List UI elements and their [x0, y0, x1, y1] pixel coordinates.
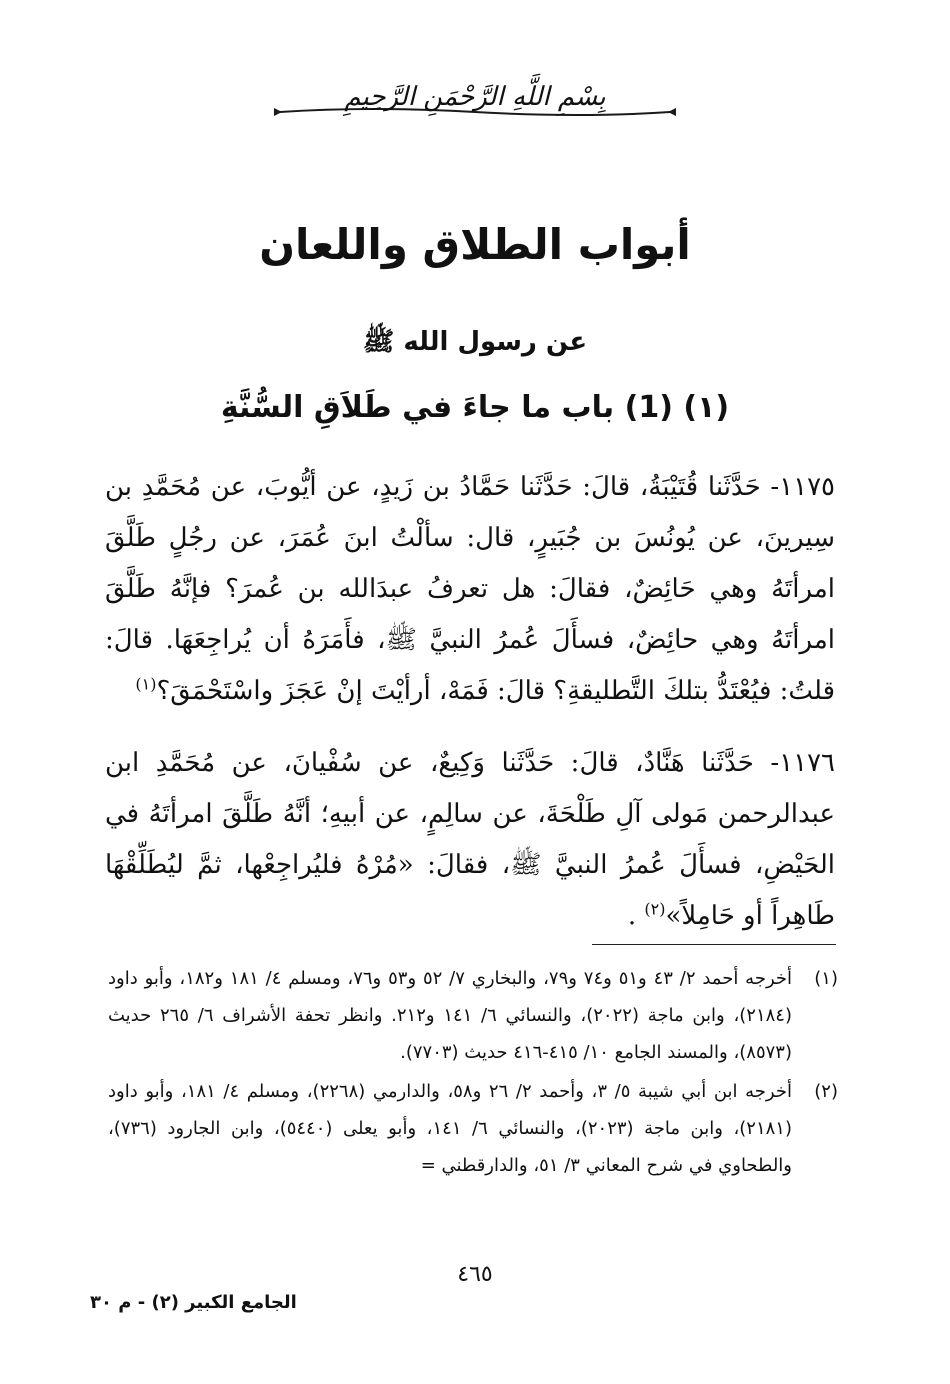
- hadith-end: .: [627, 901, 645, 931]
- footnote-ref-2: (٢): [644, 899, 666, 919]
- footnote-separator: [592, 944, 836, 945]
- basmala-header: [250, 78, 700, 128]
- hadith-1175: [105, 462, 835, 717]
- subtitle: عن رسول الله ﷺ: [362, 327, 588, 357]
- footnote-text: أخرجه أحمد ٢/ ٤٣ و٥١ و٧٤ و٧٩، والبخاري ٧/ ٥٢ و٥٣ و٧٦، ومسلم ٤/ ١٨١ و١٨٢، وأبو داود (٢١٨٤)، وابن ماجة (٢٠٢٢)، والنسائي ٦/ ١٤١ و٢١٢. وانظر تحفة الأشراف ٦/ ٢٦٥ حديث (٨٥٧٣)، والمسند الجامع ١٠/ ٤١٥-٤١٦ حديث (٧٧٠٣).: [108, 968, 793, 1063]
- footnote-number: (١): [814, 968, 838, 989]
- running-footer: الجامع الكبير (٢) - م ٣٠: [90, 1292, 297, 1313]
- footnote-ref-1: (١): [135, 674, 157, 694]
- hadith-text: ١١٧٦- حَدَّثَنا هَنَّادٌ، قالَ: حَدَّثَنا وَكِيعٌ، عن سُفْيانَ، عن مُحَمَّدِ ابن عبدالرحمن مَولى آلِ طَلْحَةَ، عن سالِمٍ، عن أبيهِ؛ أنَّهُ طَلَّقَ امرأتَهُ في الحَيْضِ، فسأَلَ عُمرُ النبيَّ ﷺ، فقالَ: «مُرْهُ فليُراجِعْها، ثمَّ ليُطَلِّقْهَا طَاهِراً أو حَامِلاً»: [105, 748, 835, 931]
- hadith-1176: [105, 738, 835, 942]
- hadith-text: ١١٧٥- حَدَّثَنا قُتَيْبَةُ، قالَ: حَدَّثَنا حَمَّادُ بن زَيدٍ، عن أيُّوبَ، عن مُحَمَّدِ بن سِيرينَ، عن يُونُسَ بن جُبَيرٍ، قال: سألْتُ ابنَ عُمَرَ، عن رجُلٍ طَلَّقَ امرأتَهُ وهي حَائِضٌ، فقالَ: هل تعرفُ عبدَالله بن عُمرَ؟ فإنَّهُ طَلَّقَ امرأتَهُ وهي حائِضٌ، فسأَلَ عُمرُ النبيَّ ﷺ، فأَمَرَهُ أن يُراجِعَهَا. قالَ: قلتُ: فيُعْتَدُّ بتلكَ التَّطليقةِ؟ قالَ: فَمَهْ، أرأيْتَ إنْ عَجَزَ واسْتَحْمَقَ؟: [105, 472, 835, 706]
- footnote-1: [108, 960, 838, 1071]
- basmala-text: بِسْمِ اللَّهِ الرَّحْمَنِ الرَّحِيمِ: [344, 82, 606, 112]
- footnote-2: [108, 1073, 838, 1184]
- footnote-number: (٢): [814, 1081, 838, 1102]
- page-title: أبواب الطلاق واللعان: [259, 220, 691, 269]
- footnote-text: أخرجه ابن أبي شيبة ٥/ ٣، وأحمد ٢/ ٢٦ و٥٨، والدارمي (٢٢٦٨)، ومسلم ٤/ ١٨١، وأبو داود (٢١٨١)، وابن ماجة (٢٠٢٣)، والنسائي ٦/ ١٤١، وأبو يعلى (٥٤٤٠)، وابن الجارود (٧٣٦)، والطحاوي في شرح المعاني ٣/ ٥١، والدارقطني =: [108, 1081, 792, 1176]
- footnotes: [108, 960, 838, 1184]
- page-number: ٤٦٥: [457, 1262, 493, 1287]
- chapter-heading: (١) (1) باب ما جاءَ في طَلاَقِ السُّنَّةِ: [220, 390, 730, 425]
